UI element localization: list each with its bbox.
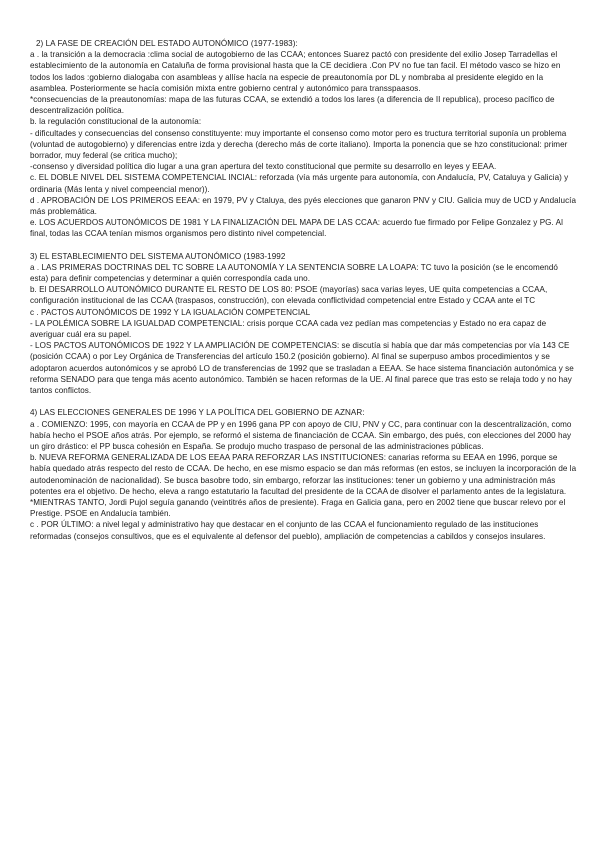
paragraph: -consenso y diversidad política dio lugar a una gran apertura del texto constitucional que permite su desarrollo en leyes y EEAA.: [30, 162, 497, 172]
section-2: [30, 38, 578, 240]
paragraph: *consecuencias de la preautonomías: mapa de las futuras CCAA, se extendió a todos los lares (a diferencia de II republica), proceso pacífico de descentralización política.: [30, 95, 555, 116]
document-page: [30, 38, 578, 542]
paragraph: b. El DESARROLLO AUTONÓMICO DURANTE EL RESTO DE LOS 80: PSOE (mayorías) saca varias leyes, UE quita competencias a CCAA, configuración institucional de las CCAA (traspasos, construcción), con elevada conflictividad competencial entre Estado y CCAA ante el TC: [30, 285, 548, 306]
spacer: [30, 396, 578, 407]
paragraph: a . la transición a la democracia :clima social de autogobierno de las CCAA; entonces Suarez pactó con presidente del exilio Josep Tarradellas el establecimiento de la autonomía en Cataluña de forma provisional hasta que la CE decidiera .Con PV no fue tan facil. El método vasco se hizo en todos los lados :gobierno dialogaba con asambleas y allíse hacía na especie de preautonomía por DL y nombraba al presidente elegido en la asamblea. Posteriormente se hacía comisión mixta entre gobierno central y autonómico para transspaasos.: [30, 50, 561, 93]
section-4: [30, 407, 578, 541]
spacer: [30, 240, 578, 251]
section-title: 2) LA FASE DE CREACIÓN DEL ESTADO AUTONÓMICO (1977-1983):: [36, 39, 298, 48]
paragraph: c . PACTOS AUTONÓMICOS DE 1992 Y LA IGUALACIÓN COMPETENCIAL: [30, 307, 311, 317]
section-title: 4) LAS ELECCIONES GENERALES DE 1996 Y LA POLÍTICA DEL GOBIERNO DE AZNAR:: [30, 408, 365, 418]
paragraph: *MIENTRAS TANTO, Jordi Pujol seguía ganando (veintitrés años de presiente). Fraga en Galicia gana, pero en 2002 tiene que buscar relevo por el Prestige. PSOE en Andalucía también.: [30, 497, 566, 519]
section-title: 3) EL ESTABLECIMIENTO DEL SISTEMA AUTONÓMICO (1983-1992: [30, 251, 286, 261]
paragraph: e. LOS ACUERDOS AUTONÓMICOS DE 1981 Y LA FINALIZACIÓN DEL MAPA DE LAS CCAA: acuerdo fue firmado por Felipe Gonzalez y PG. Al final, todas las CCAA tenían mismos organismos pero distinto nivel competencial.: [30, 218, 563, 239]
section-3: [30, 251, 578, 397]
paragraph: c . POR ÚLTIMO: a nivel legal y administrativo hay que destacar en el conjunto de las CCAA el funcionamiento regulado de las instituciones reformadas (consejos consultivos, que es el equivalente al defensor del pueblo), ampliación de competencias a cabildos y consejos insulares.: [30, 520, 546, 541]
paragraph: b. NUEVA REFORMA GENERALIZADA DE LOS EEAA PARA REFORZAR LAS INSTITUCIONES: canarias reforma su EEAA en 1996, porque se había quedado atrás respecto del resto de CCAA. De hecho, en ese mismo espacio se dan más reformas (en estos, se incluyen la incorporación de la autodenominación de nacionalidad). Se busca basobre todo, sin embargo, reforzar las instituciones: tener un gobierno y una administración más potentes era el objetivo. De hecho, eleva a rango estatutario la facultad del presidente de la CCAA de disolver el parlamento antes de la legislatura.: [30, 453, 577, 496]
paragraph: b. la regulación constitucional de la autonomía:: [30, 117, 202, 127]
paragraph: a . LAS PRIMERAS DOCTRINAS DEL TC SOBRE LA AUTONOMÍA Y LA SENTENCIA SOBRE LA LOAPA: TC tuvo la posición (se le encomendó esta) para definir competencias y determinar a quién correspondía cada uno.: [30, 262, 558, 284]
paragraph: - dificultades y consecuencias del consenso constituyente: muy importante el consenso como motor pero es tructura territorial suponía un problema (voluntad de autogobierno) y diferencias entre izda y derecha (derecho más de corte italiano). Importa la ponencia que se hzo constitucional: primer borrador, muy federal (se critica mucho);: [30, 128, 568, 161]
paragraph: a . COMIENZO: 1995, con mayoría en CCAA de PP y en 1996 gana PP con apoyo de CIU, PNV y CC, para continuar con la descentralización, como había hecho el PSOE años atrás. Por ejemplo, se reformó el sistema de financiación de CCAA. Sin embargo, des pués, con elecciones del 2000 hay un giro drástico: el PP busca cohesión en España. Se produjo mucho traspaso de personal de las administraciones públicas.: [30, 419, 572, 451]
paragraph: c. EL DOBLE NIVEL DEL SISTEMA COMPETENCIAL INCIAL: reforzada (vía más urgente para autonomía, con Andalucía, PV, Cataluya y Galicia) y ordinaria (Más lenta y nivel compeencial menor)).: [30, 173, 569, 194]
paragraph: d . APROBACIÓN DE LOS PRIMEROS EEAA: en 1979, PV y Ctaluya, des pyés elecciones que ganaron PNV y CIU. Galicia muy de UCD y Andalucía más problemática.: [30, 195, 577, 217]
paragraph: - LA POLÉMICA SOBRE LA IGUALDAD COMPETENCIAL: crisis porque CCAA cada vez pedían mas competencias y Estado no era capaz de averiguar cuál era su papel.: [30, 318, 547, 340]
paragraph: - LOS PACTOS AUTONÓMICOS DE 1922 Y LA AMPLIACIÓN DE COMPETENCIAS: se discutía si había que dar más competencias por vía 143 CE (posición CCAA) o por Ley Orgánica de Transferencias del artículo 150.2 (posición gobierno). Al final se superpuso ambos procedimientos y se adoptaron acuerdos autonómicos y se aprobó LO de transferencias de 1992 que se trasladan a EEAA. Se hace sistema financiación autonómica y se reforma SENADO para que tenga más acento autonómico. También se hacen reformas de la UE. Al final parece que tras esto se relaja todo y no hay tantos conflictos.: [30, 341, 574, 396]
